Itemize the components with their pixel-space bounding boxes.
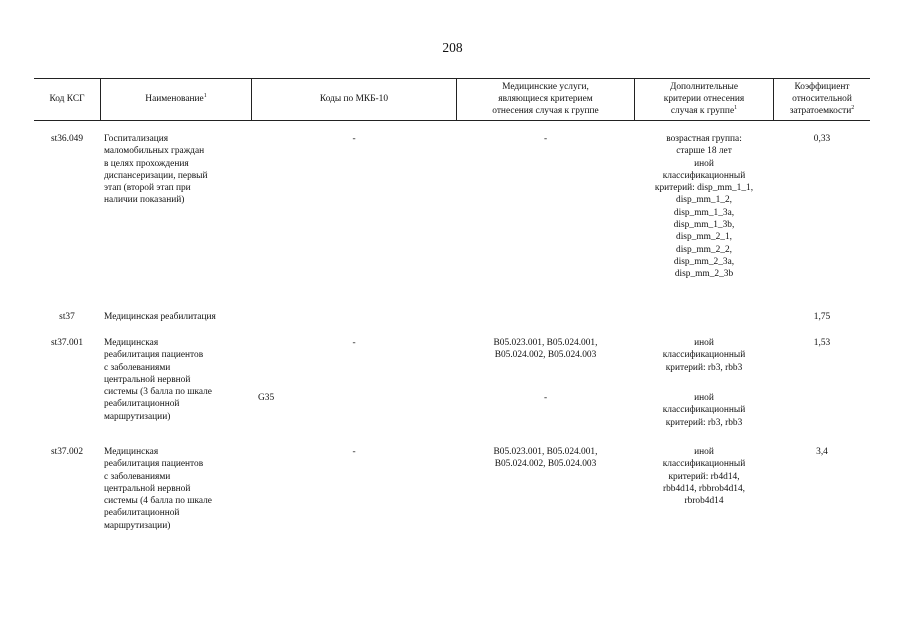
table-header-bottom-rule <box>34 120 870 121</box>
mkb-codes: G35 <box>258 393 275 403</box>
medical-services: - <box>543 393 548 403</box>
mkb-codes: - <box>352 447 356 457</box>
footnote-mark: 1 <box>203 92 207 99</box>
medical-services: B05.023.001, B05.024.001, B05.024.002, B05.024.003 <box>493 338 598 361</box>
ksg-name: Госпитализация маломобильных граждан в целях прохождения диспансеризации, первый этап (второй этап при наличии показаний) <box>104 134 208 206</box>
header-services: Медицинские услуги, являющиеся критерием отнесения случая к группе <box>492 81 599 117</box>
footnote-mark: 1 <box>734 105 738 112</box>
ksg-code: st37.002 <box>50 447 84 457</box>
ksg-name: Медицинская реабилитация пациентов с заболеваниями центральной нервной системы (4 балла по шкале реабилитационной маршрутизации) <box>104 447 212 531</box>
ksg-name: Медицинская реабилитация пациентов с заболеваниями центральной нервной системы (3 балла по шкале реабилитационной маршрутизации) <box>104 338 212 422</box>
header-criteria: Дополнительные критерии отнесения случая к группе$^1$ <box>663 81 745 117</box>
footnote-mark: 2 <box>851 105 855 112</box>
cost-coefficient: 1,53 <box>813 338 831 348</box>
additional-criteria: иной классификационный критерий: rb3, rbb3 <box>662 393 746 428</box>
cost-coefficient: 0,33 <box>813 134 831 144</box>
ksg-code: st37 <box>59 312 75 322</box>
additional-criteria: иной классификационный критерий: rb3, rbb3 <box>662 338 746 373</box>
mkb-codes: - <box>352 338 356 348</box>
medical-services: B05.023.001, B05.024.001, B05.024.002, B05.024.003 <box>493 447 598 470</box>
cost-coefficient: 1,75 <box>813 312 831 322</box>
ksg-code: st36.049 <box>50 134 84 144</box>
header-name: Наименование$^1$ <box>145 92 207 104</box>
page-number: 208 <box>442 40 463 55</box>
header-code: Код КСГ <box>49 93 85 104</box>
mkb-codes: - <box>352 134 356 144</box>
additional-criteria: возрастная группа: старше 18 лет иной классификационный критерий: disp_mm_1_1, disp_mm_1_2, disp_mm_1_3a, disp_mm_1_3b, disp_mm_2_1, disp_mm_2_2, disp_mm_2_3a, disp_mm_2_3b <box>654 134 754 280</box>
ksg-name: Медицинская реабилитация <box>104 312 216 322</box>
cost-coefficient: 3,4 <box>816 447 828 457</box>
header-mkb: Коды по МКБ-10 <box>319 93 389 104</box>
additional-criteria: иной классификационный критерий: rb4d14, rbb4d14, rbbrob4d14, rbrob4d14 <box>662 447 746 507</box>
ksg-code: st37.001 <box>50 338 84 348</box>
medical-services: - <box>543 134 548 144</box>
header-coef: Коэффициент относительной затратоемкости$^2$ <box>789 81 855 117</box>
